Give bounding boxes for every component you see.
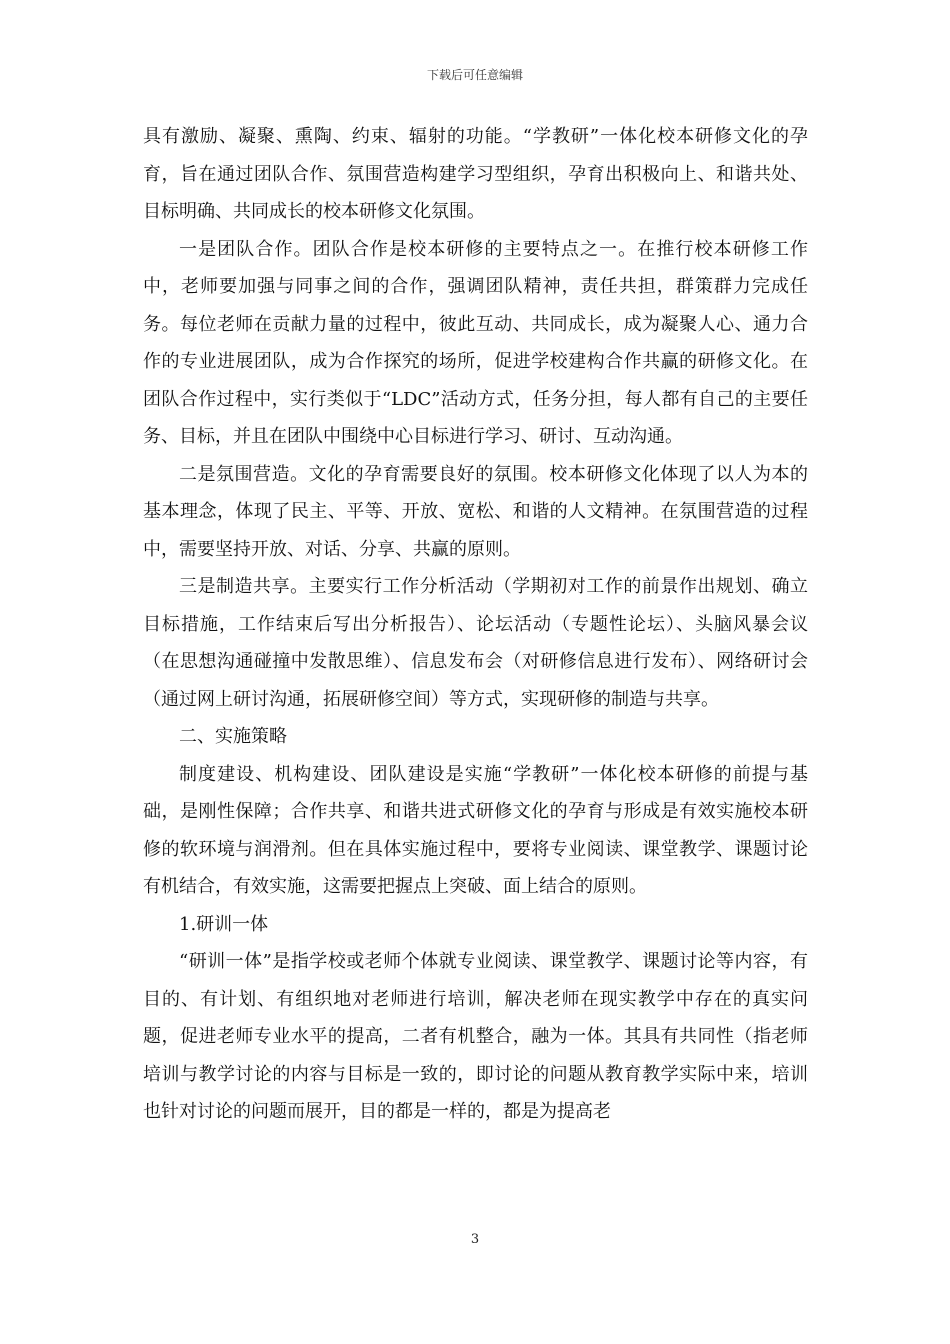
- subsection-heading-research-training: 1.研训一体: [179, 913, 269, 935]
- paragraph-team-cooperation: 一是团队合作。团队合作是校本研修的主要特点之一。在推行校本研修工作中，老师要加强与同事之间的合作，强调团队精神，责任共担，群策群力完成任务。每位老师在贡献力量的过程中，彼此互动、共同成长，成为凝聚人心、通力合作的专业进展团队，成为合作探究的场所，促进学校建构合作共赢的研修文化。在团队合作过程中，实行类似于“LDC”活动方式，任务分担，每人都有自己的主要任务、目标，并且在团队中围绕中心目标进行学习、研讨、互动沟通。: [143, 238, 808, 447]
- paragraph-atmosphere: 二是氛围营造。文化的孕育需要良好的氛围。校本研修文化体现了以人为本的基本理念，体现了民主、平等、开放、宽松、和谐的人文精神。在氛围营造的过程中，需要坚持开放、对话、分享、共赢的原则。: [143, 463, 808, 560]
- paragraph-strategy-intro: 制度建设、机构建设、团队建设是实施“学教研”一体化校本研修的前提与基础，是刚性保障；合作共享、和谐共进式研修文化的孕育与形成是有效实施校本研修的软环境与润滑剂。但在具体实施过程中，要将专业阅读、课堂教学、课题讨论有机结合，有效实施，这需要把握点上突破、面上结合的原则。: [143, 763, 808, 897]
- paragraph-continuation: 具有激励、凝聚、熏陶、约束、辐射的功能。“学教研”一体化校本研修文化的孕育，旨在通过团队合作、氛围营造构建学习型组织，孕育出积极向上、和谐共处、目标明确、共同成长的校本研修文化氛围。: [143, 126, 808, 222]
- paragraph-research-training: “研训一体”是指学校或老师个体就专业阅读、课堂教学、课题讨论等内容，有目的、有计划、有组织地对老师进行培训，解决老师在现实教学中存在的真实问题，促进老师专业水平的提高，二者有机整合，融为一体。其具有共同性（指老师培训与教学讨论的内容与目标是一致的，即讨论的问题从教育教学实际中来，培训也针对讨论的问题而展开，目的都是一样的，都是为提高老: [143, 951, 808, 1122]
- document-body: [143, 118, 808, 1131]
- paragraph-sharing: 三是制造共享。主要实行工作分析活动（学期初对工作的前景作出规划、确立目标措施，工作结束后写出分析报告）、论坛活动（专题性论坛）、头脑风暴会议（在思想沟通碰撞中发散思维）、信息发布会（对研修信息进行发布）、网络研讨会（通过网上研讨沟通，拓展研修空间）等方式，实现研修的制造与共享。: [143, 576, 808, 710]
- page-number: 3: [470, 1232, 480, 1247]
- section-heading-strategy: 二、实施策略: [179, 726, 287, 747]
- page-header-note: 下载后可任意编辑: [426, 68, 523, 82]
